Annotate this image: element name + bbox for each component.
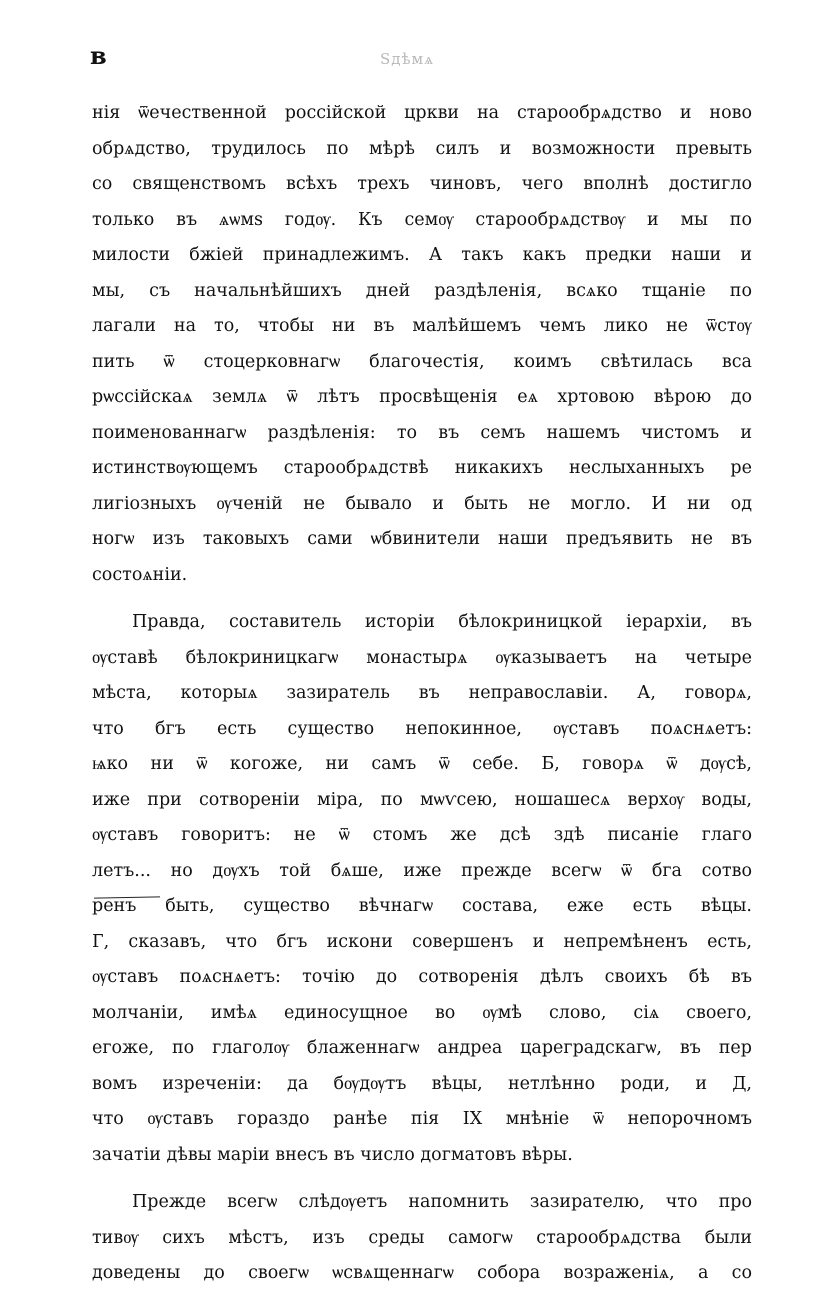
text-line: только въ ѧѡмѕ годѹ. Къ семѹ старообрѧдствѹ и мы по — [92, 209, 752, 230]
text-line: мы, съ начальнѣйшихъ дней раздѣленія, всѧко тщаніе по — [92, 280, 752, 301]
text-line: лагали на то, чтобы ни въ малѣйшемъ чемъ лико не ѿстѹ — [92, 316, 752, 336]
text-line: милости бжіей принадлежимъ. А такъ какъ предки наши и — [92, 245, 752, 265]
text-line: лигіозныхъ ѹченій не бывало и быть не могло. И ни од — [92, 493, 752, 514]
text-line: со священствомъ всѣхъ трехъ чиновъ, чего вполнѣ достигло — [92, 174, 752, 194]
text-line: молчаніи, имѣѧ единосущное во ѹмѣ слово, сіѧ своего, — [92, 1002, 752, 1023]
text-line: нія ѿечественной россійской цркви на старообрѧдство и ново — [92, 103, 752, 123]
text-line: иже при сотвореніи міра, по мѡѵсею, ношашесѧ верхѹ воды, — [92, 789, 752, 810]
text-line: ѹставѣ бѣлокриницкагѡ монастырѧ ѹказываетъ на четыре — [92, 647, 752, 668]
text-line: состоѧніи. — [92, 564, 188, 585]
text-line: обрѧдство, трудилось по мѣрѣ силъ и возможности превыть — [92, 138, 752, 159]
page-number: в — [90, 41, 107, 70]
text-line: Г, сказавъ, что бгъ искони совершенъ и непремѣненъ есть, — [92, 931, 752, 952]
text-line: доведены до своегѡ ѡсвѧщеннагѡ собора возраженіѧ, а со — [92, 1263, 752, 1283]
text-line: ренъ быть, существо вѣчнагѡ состава, еже есть вѣцы. — [92, 896, 752, 916]
text-line: истинствѹющемъ старообрѧдствѣ никакихъ неслыханныхъ ре — [92, 458, 752, 478]
text-line: ѹставъ говоритъ: не ѿ стомъ же дсѣ здѣ писаніе глаго — [92, 825, 752, 845]
text-line: что ѹставъ гораздо ранѣе пія IX мнѣніе ѿ непорочномъ — [92, 1109, 752, 1129]
paragraph — [92, 605, 752, 1173]
text-line: Прежде всегѡ слѣдѹетъ напомнить зазирателю, что про — [132, 1192, 752, 1212]
text-line: ѩко ни ѿ когоже, ни самъ ѿ себе. Б, говорѧ ѿ дѹсѣ, — [92, 754, 752, 774]
running-head: Ѕдѣмѧ — [380, 50, 435, 68]
text-line: мѣста, которыѧ зазиратель въ неправославіи. А, говорѧ, — [92, 683, 752, 703]
paragraph — [92, 96, 752, 593]
text-line: рѡссійскаѧ землѧ ѿ лѣтъ просвѣщенія еѧ хртовою вѣрою до — [92, 387, 752, 407]
text-line: летъ... но дѹхъ той бѧше, иже прежде всегѡ ѿ бга сотво — [92, 860, 752, 881]
paragraph — [92, 1185, 752, 1292]
text-line: ногѡ изъ таковыхъ сами ѡбвинители наши предъявить не въ — [92, 529, 752, 549]
text-line: что бгъ есть существо непокинное, ѹставъ поѧснѧетъ: — [92, 718, 752, 739]
text-line: вомъ изреченіи: да бѹдѹтъ вѣцы, нетлѣнно роди, и Д, — [92, 1073, 752, 1094]
text-line: зачатіи дѣвы маріи внесъ въ число догматовъ вѣры. — [92, 1144, 573, 1165]
text-line: тивѹ сихъ мѣстъ, изъ среды самогѡ старообрѧдства были — [92, 1227, 752, 1248]
body-text — [92, 96, 752, 1292]
text-line: егоже, по глаголѹ блаженнагѡ андреа цареградскагѡ, въ пер — [92, 1038, 752, 1058]
text-line: ѹставъ поѧснѧетъ: точію до сотворенія дѣлъ своихъ бѣ въ — [92, 967, 752, 987]
text-line: поименованнагѡ раздѣленія: то въ семъ нашемъ чистомъ и — [92, 422, 752, 443]
text-line: пить ѿ стоцерковнагѡ благочестія, коимъ свѣтилась вса — [92, 351, 752, 372]
text-line: Правда, составитель исторіи бѣлокриницкой іерархіи, въ — [132, 612, 752, 632]
